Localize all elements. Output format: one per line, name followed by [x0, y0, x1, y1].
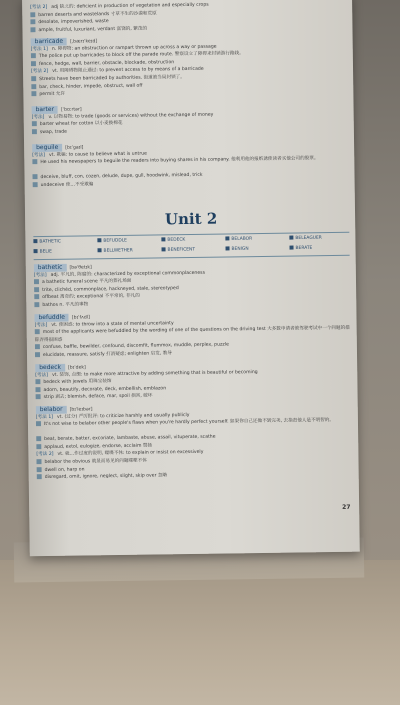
synonym-line: desolate, impoverished, waste — [30, 15, 346, 27]
synonym-line: fence, hedge, wall, barrier, obstacle, blockade, obstruction — [31, 57, 347, 69]
example-icon — [31, 76, 36, 81]
example-icon — [32, 159, 37, 164]
page-number: 27 — [342, 503, 351, 511]
headword: barricade — [31, 38, 68, 46]
antonym-icon — [35, 352, 40, 357]
synonym-line: trite, clichéd, commonplace, hackneyed, stale, stereotyped — [34, 283, 350, 295]
synonym-line: bar, check, hinder, impede, obstruct, wall off — [31, 79, 347, 91]
headword: beguile — [32, 144, 62, 152]
synonym-icon — [35, 387, 40, 392]
synonym-line: dwell on, harp on — [37, 462, 353, 474]
example-icon — [30, 12, 35, 17]
antonym-icon — [36, 444, 41, 449]
word-table-cell: BATHETIC — [33, 239, 61, 245]
synonym-line: deceive, bluff, con, cozen, delude, dupe, gull, hoodwink, mislead, trick — [32, 170, 348, 182]
definition-line: [考法] adj. 平凡的, 陈腐的: characterized by exceptional commonplaceness — [33, 270, 205, 278]
antonym-line: disregard, omit, ignore, neglect, slight, skip over 忽略 — [37, 470, 353, 482]
example-line: barter wheat for cotton 以小麦换棉花 — [32, 117, 348, 129]
headword: bedeck — [35, 364, 65, 372]
unit-title: Unit 2 — [164, 209, 218, 229]
phonetic: [bɪˈɡaɪl] — [65, 145, 84, 151]
top-entry — [30, 0, 346, 35]
example-line: The police put up barricades to block off the parade route. 警察设立了障碍来封锁游行路线。 — [31, 49, 347, 61]
synonym-icon — [30, 19, 35, 24]
synonym-icon — [32, 129, 37, 134]
example-line: bedeck with jewels 用珠宝装饰 — [35, 375, 351, 387]
antonym-icon — [30, 27, 35, 32]
definition-line: [考法] v. 以物易物: to trade (goods or services) without the exchange of money — [31, 112, 214, 120]
book-page — [22, 0, 360, 556]
antonym-line: undeceive 使…不受欺骗 — [33, 178, 349, 190]
phonetic: [bəˈθetɪk] — [69, 265, 92, 271]
synonym-icon — [31, 61, 36, 66]
antonym-icon — [31, 91, 36, 96]
antonym-line: permit 允许 — [31, 87, 347, 99]
word-table-cell: BELEAGUER — [289, 235, 321, 241]
word-table-cell: BENEFICENT — [162, 247, 196, 253]
synonym-line: confuse, baffle, bewilder, confound, discomfit, flummox, muddle, perplex, puzzle — [35, 340, 351, 352]
phonetic: [ˌbærɪˈkeɪd] — [70, 39, 98, 45]
word-table-cell: BENIGN — [226, 246, 249, 252]
phonetic: [bɪˈfʌdl] — [71, 315, 90, 321]
word-table-cell: BELABOR — [225, 236, 252, 242]
entry-bathetic — [34, 260, 351, 310]
antonym-icon — [36, 394, 41, 399]
example-icon — [35, 379, 40, 384]
headword: barter — [32, 106, 59, 114]
word-table-cell: BEFUDDLE — [97, 238, 127, 244]
example-line: most of the applicants were befuddled by the wording of one of the questions on the driving test 大多数申请者被驾驶考试中一个问题的措辞弄得很困惑 — [34, 325, 350, 343]
antonym-icon — [34, 294, 39, 299]
example-line: belabor the obvious 就显而易见的问题喋喋不休 — [36, 455, 352, 467]
entry-barter — [32, 102, 348, 137]
synonym-icon — [35, 344, 40, 349]
page-content — [30, 0, 351, 511]
definition-line: [考法] vt. 装饰, 点缀: to make more attractive by adding something that is beautiful or becoming — [35, 369, 258, 378]
entry-belabor — [36, 402, 353, 482]
synonym-line: swap, trade — [32, 125, 348, 137]
headword: befuddle — [34, 314, 68, 322]
synonym-icon — [31, 84, 36, 89]
example-icon — [35, 329, 40, 334]
synonym-icon — [32, 174, 37, 179]
antonym-line: strip 剥去; blemish, deface, mar, spoil 损害, 破坏 — [36, 390, 352, 402]
definition-line: [考法 1] n. 障碍物: an obstruction or rampart thrown up across a way or passage — [30, 44, 217, 52]
antonym-line: applaud, extol, eulogize, endorse, acclaim 赞扬 — [36, 440, 352, 452]
definition-line: [考法 2] vt. 就…作过度的说明, 喋喋不休: to explain or insist on excessively — [36, 450, 204, 458]
word-table-cell: BELIE — [34, 249, 52, 255]
word-table-cell: BELLWETHER — [98, 248, 133, 254]
unit-word-table — [33, 232, 349, 260]
example-icon — [36, 421, 41, 426]
phonetic: [bɪˈleɪbər] — [69, 407, 93, 413]
entry-bedeck — [35, 360, 351, 402]
definition-line: [考法 1] vt. (过分) 严厉批评: to criticize harshly and usually publicly — [35, 412, 190, 420]
synonym-line: adorn, beautify, decorate, deck, embellish, emblazon — [35, 383, 351, 395]
antonym-line: ample, fruitful, luxuriant, verdant 富饶的, 繁茂的 — [30, 23, 346, 35]
example-icon — [32, 121, 37, 126]
antonym-icon — [37, 474, 42, 479]
headword: bathetic — [34, 264, 67, 272]
example-icon — [34, 279, 39, 284]
definition-line: [考法] vt. 欺骗: to cause to believe what is untrue — [32, 151, 147, 158]
derivative-line: bathos n. 平凡的事物 — [34, 298, 350, 310]
example-line: barren deserts and wastelands 寸草不生的沙漠和荒原 — [30, 7, 346, 19]
example-line: It's not wise to belabor other people's flaws when you're hardly perfect yourself. 如果你自己还做不到完美, 去指责他人是不明智的。 — [36, 417, 352, 436]
phonetic: [bɪˈdek] — [67, 365, 86, 371]
example-icon — [31, 53, 36, 58]
definition-line: [考法] vt. 使困惑: to throw into a state of mental uncertainty — [34, 320, 174, 328]
definition-line: [考法 2] vt. 用障碍物阻止通过: to prevent access to by means of a barricade — [31, 67, 204, 75]
example-line: a bathetic funeral scene 平凡的葬礼场面 — [34, 275, 350, 287]
word-table-cell: BERATE — [289, 245, 312, 251]
synonym-line: beat, berate, batter, excoriate, lambaste, abuse, assail, vituperate, scathe — [36, 432, 352, 444]
derivative-icon — [34, 302, 39, 307]
headword: belabor — [36, 406, 67, 414]
example-line: Streets have been barricaded by authorities. 街道被当局封锁了。 — [31, 72, 347, 84]
entry-beguile — [32, 140, 349, 190]
antonym-icon — [33, 182, 38, 187]
example-line: He used his newspapers to beguile the readers into buying shares in his company. 他利用他的报纸诱使读者买他公司的股票。 — [32, 155, 348, 174]
antonym-line: offbeat 离奇的; exceptional 不平常的, 非凡的 — [34, 290, 350, 302]
example-icon — [36, 459, 41, 464]
synonym-icon — [37, 467, 42, 472]
entry-befuddle — [34, 310, 351, 360]
entry-line: [考法 2] adj 缺乏的: deficient in production of vegetation and especially crops — [30, 2, 209, 11]
synonym-icon — [36, 436, 41, 441]
entry-barricade — [31, 34, 348, 99]
synonym-icon — [34, 287, 39, 292]
word-table-cell: BEDECK — [161, 237, 185, 243]
antonym-line: elucidate, reassure, satisfy 打消疑虑; enlighten 启发, 教导 — [35, 348, 351, 360]
phonetic: [ˈbɑːrtər] — [61, 107, 82, 113]
